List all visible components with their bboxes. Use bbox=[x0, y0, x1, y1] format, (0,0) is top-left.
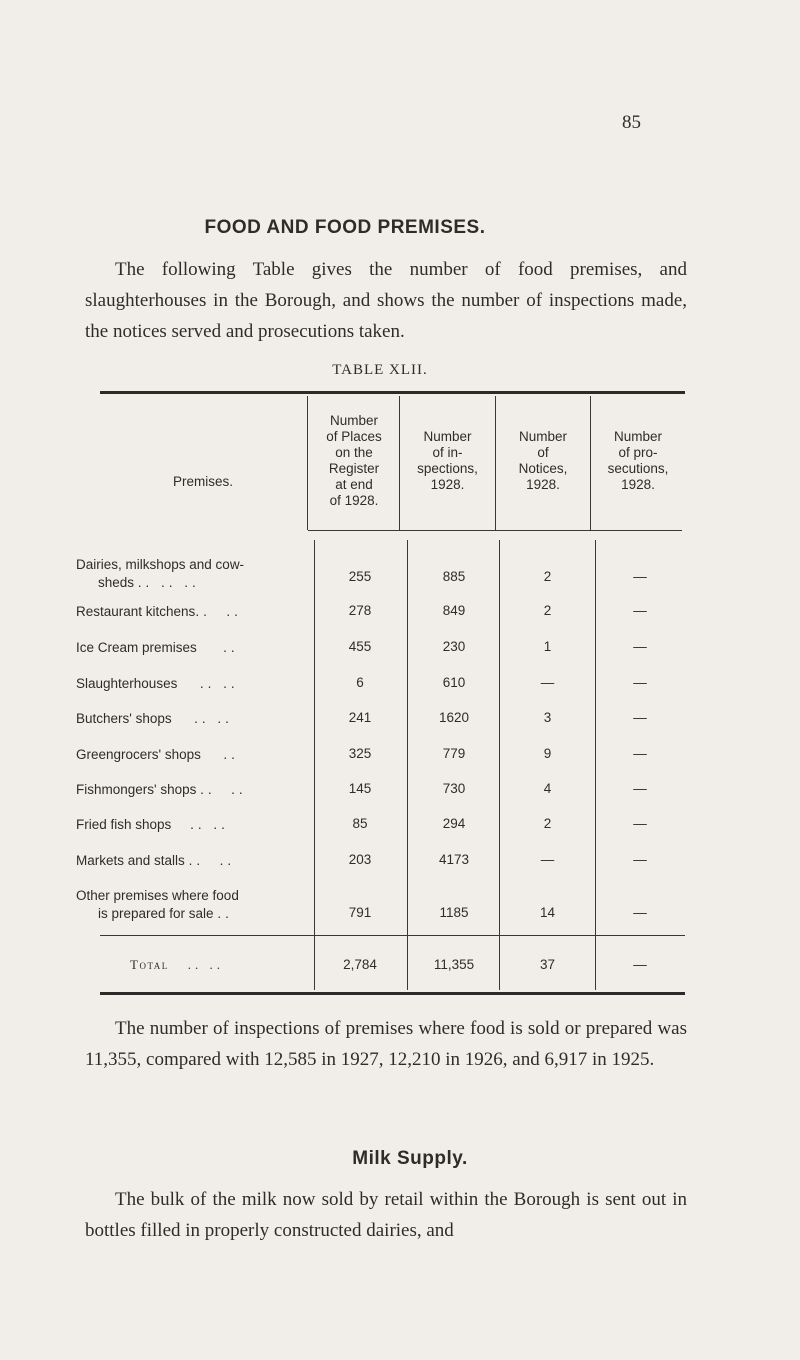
header-premises: Premises. bbox=[172, 474, 233, 489]
cell-inspections: 610 bbox=[442, 675, 466, 690]
total-rule bbox=[100, 935, 685, 936]
intro-paragraph: The following Table gives the number of food premises, and slaughterhouses in the Borough, and shows the number of inspections made, the notices served and prosecutions taken. bbox=[85, 259, 687, 342]
cell-notices: 9 bbox=[543, 746, 552, 761]
cell-notices: 14 bbox=[539, 905, 556, 920]
cell-prosecutions: — bbox=[633, 639, 647, 654]
cell-inspections: 885 bbox=[442, 569, 466, 584]
cell-places: 791 bbox=[348, 905, 372, 920]
cell-places: 203 bbox=[348, 852, 372, 867]
row-label: Butchers' shops .. .. bbox=[76, 711, 233, 726]
cell-notices: 1 bbox=[543, 639, 552, 654]
cell-notices: 2 bbox=[543, 816, 552, 831]
row-label: Markets and stalls .. .. bbox=[76, 853, 236, 868]
cell-prosecutions: — bbox=[633, 905, 647, 920]
cell-places: 255 bbox=[348, 569, 372, 584]
cell-inspections: 294 bbox=[442, 816, 466, 831]
cell-places: 325 bbox=[348, 746, 372, 761]
total-places: 2,784 bbox=[343, 957, 377, 972]
cell-inspections: 1185 bbox=[439, 905, 469, 920]
cell-inspections: 849 bbox=[442, 603, 466, 618]
row-label: Fried fish shops .. .. bbox=[76, 817, 229, 832]
cell-prosecutions: — bbox=[633, 675, 647, 690]
row-label: Fishmongers' shops .. .. bbox=[76, 782, 247, 797]
cell-prosecutions: — bbox=[633, 603, 647, 618]
cell-inspections: 4173 bbox=[438, 852, 470, 867]
total-notices: 37 bbox=[539, 957, 556, 972]
row-label: Restaurant kitchens.. .. bbox=[76, 604, 242, 619]
cell-places: 145 bbox=[348, 781, 372, 796]
cell-inspections: 779 bbox=[442, 746, 466, 761]
cell-places: 455 bbox=[348, 639, 372, 654]
row-label: Other premises where food is prepared for sale .. bbox=[76, 888, 239, 921]
row-label: Greengrocers' shops .. bbox=[76, 747, 239, 762]
row-label: Dairies, milkshops and cow- sheds .. .. .. bbox=[76, 557, 245, 590]
cell-notices: 2 bbox=[543, 569, 552, 584]
milk-supply-paragraph: The bulk of the milk now sold by retail within the Borough is sent out in bottles filled in properly constructed dairies, and bbox=[85, 1189, 687, 1241]
table-title: TABLE XLII. bbox=[332, 362, 428, 378]
cell-notices: 3 bbox=[543, 710, 552, 725]
milk-supply-heading: Milk Supply. bbox=[352, 1148, 468, 1169]
cell-places: 85 bbox=[352, 816, 368, 831]
header-notices: Number of Notices, 1928. bbox=[518, 429, 568, 492]
cell-places: 241 bbox=[348, 710, 372, 725]
cell-inspections: 230 bbox=[442, 639, 466, 654]
summary-paragraph: The number of inspections of premises where food is sold or prepared was 11,355, compared with 12,585 in 1927, 12,210 in 1926, and 6,917 in 1925. bbox=[85, 1018, 687, 1070]
row-label: Ice Cream premises .. bbox=[76, 640, 239, 655]
cell-places: 6 bbox=[356, 675, 364, 690]
cell-prosecutions: — bbox=[633, 569, 647, 584]
cell-prosecutions: — bbox=[633, 852, 647, 867]
cell-prosecutions: — bbox=[633, 746, 647, 761]
table-top-rule bbox=[100, 391, 685, 394]
header-bottom-rule bbox=[308, 530, 682, 531]
header-prosecutions: Number of pro- secutions, 1928. bbox=[607, 429, 669, 492]
section-heading: FOOD AND FOOD PREMISES. bbox=[204, 217, 486, 238]
total-label: Total .. .. bbox=[130, 957, 224, 972]
cell-places: 278 bbox=[348, 603, 372, 618]
cell-notices: — bbox=[540, 675, 555, 690]
table-bottom-rule bbox=[100, 992, 685, 995]
cell-notices: 2 bbox=[543, 603, 552, 618]
cell-inspections: 730 bbox=[442, 781, 466, 796]
cell-prosecutions: — bbox=[633, 781, 647, 796]
total-inspections: 11,355 bbox=[433, 957, 475, 972]
cell-notices: — bbox=[540, 852, 555, 867]
row-label: Slaughterhouses .. .. bbox=[76, 676, 239, 691]
header-places: Number of Places on the Register at end of 1928. bbox=[326, 413, 382, 508]
header-inspections: Number of in- spections, 1928. bbox=[417, 429, 478, 492]
cell-prosecutions: — bbox=[633, 710, 647, 725]
cell-inspections: 1620 bbox=[438, 710, 470, 725]
page-number: 85 bbox=[622, 112, 641, 133]
cell-notices: 4 bbox=[543, 781, 552, 796]
total-prosecutions: — bbox=[633, 957, 647, 972]
cell-prosecutions: — bbox=[633, 816, 647, 831]
